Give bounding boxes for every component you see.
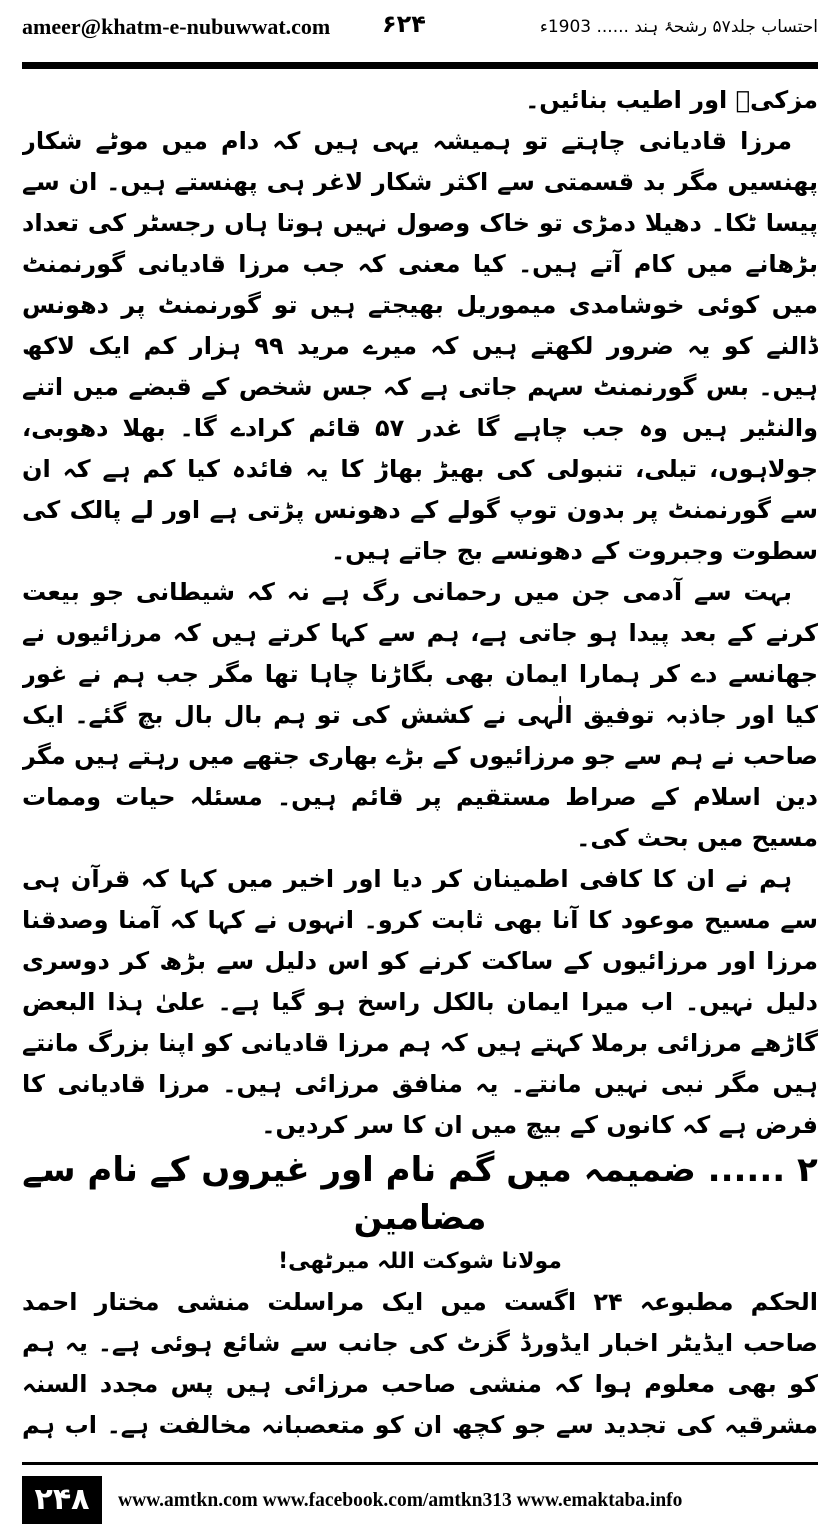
footer-rule [22,1462,818,1465]
paragraph: الحکم مطبوعہ ۲۴ اگست میں ایک مراسلت منشی مختار احمد صاحب ایڈیٹر اخبار ایڈورڈ گزٹ کی جانب سے شائع ہوئی ہے۔ یہ ہم کو بھی معلوم ہوا کہ منشی صاحب مرزائی ہیں پس مجدد السنہ مشرقیہ کی تجدید سے جو کچھ ان کو متعصبانہ مخالفت ہے۔ اب ہم [22,1288,818,1439]
footer-page-badge: ۲۴۸ [22,1476,102,1524]
section-author: مولانا شوکت اللہ میرٹھی! [278,1249,562,1274]
header-page-number: ۶۲۴ [382,10,426,38]
paragraph: مزکیؔ اور اطیب بنائیں۔ [525,86,818,114]
paragraph: مرزا قادیانی چاہتے تو ہمیشہ یہی ہیں کہ دام میں موٹے شکار پھنسیں مگر بد قسمتی سے اکثر شکار لاغر ہی پھنستے ہیں۔ ان سے پیسا ٹکا۔ دھیلا دمڑی تو خاک وصول نہیں ہوتا ہاں رجسٹر کی تعداد بڑھانے میں کام آتے ہیں۔ کیا معنی کہ جب مرزا قادیانی گورنمنٹ میں کوئی خوشامدی میموریل بھیجتے ہیں تو گورنمنٹ پر دھونس ڈالنے کو یہ ضرور لکھتے ہیں کہ میرے مرید ۹۹ ہزار کم ایک لاکھ ہیں۔ بس گورنمنٹ سہم جاتی ہے کہ جس شخص کے قبضے میں اتنے والنٹیر ہیں وہ جب چاہے گا غدر ۵۷ قائم کرادے گا۔ بھلا دھوبی، جولاہوں، تیلی، تنبولی کی بھیڑ بھاڑ کا یہ فائدہ کیا کم ہے کہ ان سے گورنمنٹ پر بدون توپ گولے کے دھونس پڑتی ہے اور لے پالک کی سطوت وجبروت کے دھونسے بج جاتے ہیں۔ [22,127,818,565]
header-book-title: احتساب جلد۵۷ رشحۂ ہند ...... 1903ء [539,17,818,37]
page-body [22,80,818,1450]
section-heading: ۲ ...... ضمیمہ میں گم نام اور غیروں کے نام سے مضامین [22,1150,818,1238]
page-footer [0,1470,840,1540]
header-rule [22,62,818,69]
paragraph: بہت سے آدمی جن میں رحمانی رگ ہے نہ کہ شیطانی جو بیعت کرنے کے بعد پیدا ہو جاتی ہے، ہم سے کہا کرتے ہیں کہ مرزائیوں نے جھانسے دے کر ہمارا ایمان بھی بگاڑنا چاہا تھا مگر جب ہم نے غور کیا اور جاذبہ توفیق الٰہی نے کشش کی تو ہم بال بال بچ گئے۔ ایک صاحب نے ہم سے جو مرزائیوں کے بڑے بھاری جتھے میں رہتے ہیں مگر دین اسلام کے صراط مستقیم پر قائم ہیں۔ مسئلہ حیات وممات مسیح میں بحث کی۔ [22,578,818,852]
footer-links[interactable]: www.amtkn.com www.facebook.com/amtkn313 www.emaktaba.info [118,1490,683,1511]
header-email: ameer@khatm-e-nubuwwat.com [22,14,331,39]
paragraph: ہم نے ان کا کافی اطمینان کر دیا اور اخیر میں کہا کہ قرآن ہی سے مسیح موعود کا آنا بھی ثابت کرو۔ انہوں نے کہا کہ آمنا وصدقنا مرزا اور مرزائیوں کے ساکت کرنے کو اس دلیل سے بڑھ کر دوسری دلیل نہیں۔ اب میرا ایمان بالکل راسخ ہو گیا ہے۔ علیٰ ہذا البعض گاڑھے مرزائی برملا کہتے ہیں کہ ہم مرزا قادیانی کو اپنا بزرگ مانتے ہیں مگر نبی نہیں مانتے۔ یہ منافق مرزائی ہیں۔ مرزا قادیانی کا فرض ہے کہ کانوں کے بیچ میں ان کا سر کردیں۔ [22,865,818,1139]
page-header [0,0,840,56]
